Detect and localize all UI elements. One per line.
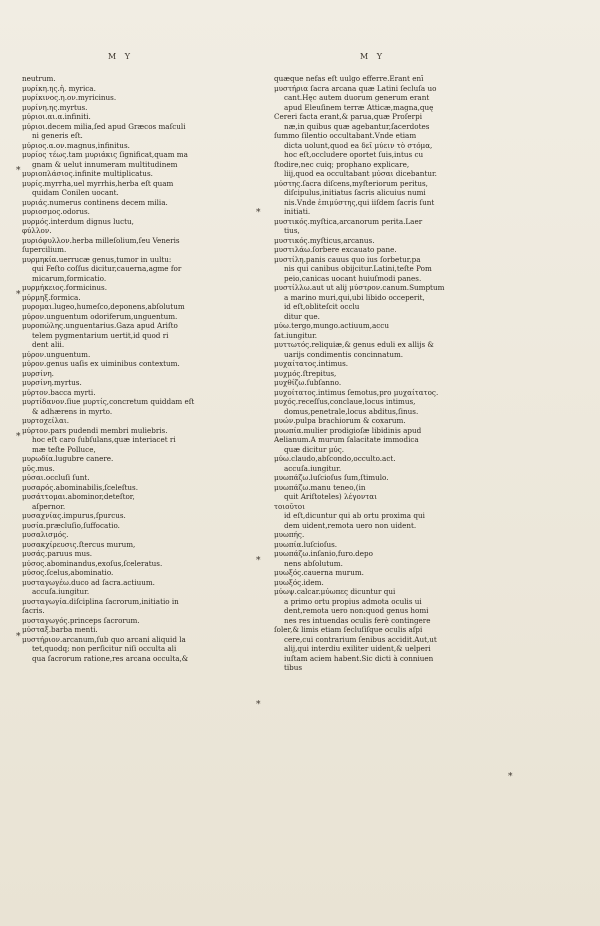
text-line: μυρίκινος.η.ον.myricinus. xyxy=(22,93,117,102)
text-line: dicta uolunt,quod ea δεῖ μύειν τὸ στόμα, xyxy=(284,140,433,150)
margin-asterisk: * xyxy=(16,432,21,442)
text-line: μυρτοχείλαι. xyxy=(22,416,69,425)
text-line: cant.Hęc autem duorum generum erant xyxy=(284,93,430,102)
text-line: μυριόφυλλον.herba milleſolium,ſeu Veneris xyxy=(22,235,180,245)
margin-asterisk: * xyxy=(256,700,261,710)
text-line: ſummo ſilentio occultabant.Vnde etiam xyxy=(274,131,417,140)
text-line: μυωξός.idem. xyxy=(274,577,324,587)
text-line: μύρον.unguentum. xyxy=(22,349,91,359)
text-line: μυωπία.mulier prodigioſæ libidinis apud xyxy=(274,425,422,435)
text-line: μυών.pulpa brachiorum & coxarum. xyxy=(274,416,406,425)
text-line: a primo ortu propius admota oculis ui xyxy=(284,596,422,606)
text-line: μύσταξ.barba menti. xyxy=(22,625,98,634)
margin-asterisk: * xyxy=(256,208,261,218)
text-line: ditur que. xyxy=(284,311,320,321)
text-line: μυωπία.luſcioſus. xyxy=(274,539,338,549)
text-line: ſoler,& limis etiam ſecluſiſque oculis aſpi xyxy=(274,625,423,634)
text-line: μυσαρός.abominabilis,ſceleſtus. xyxy=(22,482,139,492)
text-line: μύωψ.calcar.μύωπες dicuntur qui xyxy=(274,587,396,596)
text-line: μυριοπλάσιος.infinite multiplicatus. xyxy=(22,169,153,178)
text-line: μυρωδία.lugubre canere. xyxy=(22,454,114,463)
text-line: μυσαχνίας.impurus,ſpurcus. xyxy=(22,511,126,520)
margin-asterisk: * xyxy=(508,772,513,782)
text-line: a marino muri,qui,ubi libido occeperit, xyxy=(284,292,425,302)
text-line: nens abſolutum. xyxy=(284,558,343,568)
margin-asterisk: * xyxy=(16,166,21,176)
text-line: μυσταγωγός.princeps ſacrorum. xyxy=(22,615,140,625)
right-column xyxy=(274,74,499,673)
text-line: μυσία.præcluſio,ſuffocatio. xyxy=(22,520,120,530)
text-line: dent,remota uero non:quod genus homi xyxy=(284,606,429,615)
margin-asterisk: * xyxy=(16,632,21,642)
text-line: qui Feſto coſſus dicitur,cauerna,agme for xyxy=(32,264,182,273)
text-line: peio,canicas uocant huiuſmodi panes. xyxy=(284,273,422,283)
text-line: μυστήριον.arcanum,ſub quo arcani aliquid la xyxy=(22,634,186,644)
text-line: dem uident,remota uero non uident. xyxy=(284,520,417,530)
text-line: μυρτίδανον.ſiue μυρτίς,concretum quiddam eſt xyxy=(22,397,195,406)
text-line: μυχός.receſſus,conclaue,locus intimus, xyxy=(274,397,416,406)
text-line: Cereri facta erant,& parua,quæ Proſerpi xyxy=(274,112,422,121)
text-line: μυσταγωγία.diſciplina ſacrorum,initiatio in xyxy=(22,596,179,606)
text-line: μύριος.α.ον.magnus,infinitus. xyxy=(22,140,130,150)
text-line: μυριοσμος.odorus. xyxy=(22,207,90,216)
text-line: μύρτον.pars pudendi membri muliebris. xyxy=(22,425,168,435)
text-line: μυωπάζω.luſcioſus ſum,ſtimulo. xyxy=(274,473,389,482)
text-line: dent alii. xyxy=(32,340,65,349)
text-line: & adhærens in myrto. xyxy=(32,406,113,416)
text-line: μυστικός.myſtica,arcanorum perita.Laer xyxy=(274,216,423,226)
text-line: tet,quodq; non perſicitur niſi occulta ali xyxy=(32,644,177,653)
text-line: μυρίς.myrrha,uel myrrhis,herba eſt quam xyxy=(22,178,174,188)
text-line: μύστης.ſacra diſcens,myſteriorum peritus, xyxy=(274,178,428,188)
text-line: μύρτον.bacca myrti. xyxy=(22,387,96,397)
text-line: μύω.claudo,abſcondo,occulto.act. xyxy=(274,454,396,463)
text-line: μύω.tergo,mungo.actiuum,accu xyxy=(274,321,389,330)
text-line: τοιοῦτοι xyxy=(274,501,305,511)
text-line: accuſa.iungitur. xyxy=(32,587,90,596)
text-line: μυροπώλης.unguentarius.Gaza apud Ariſto xyxy=(22,321,178,330)
text-line: neutrum. xyxy=(22,74,56,83)
text-line: domus,penetrale,locus abditus,ſinus. xyxy=(284,406,419,416)
text-line: μυρμηκία.uerrucæ genus,tumor in uultu: xyxy=(22,254,172,264)
text-line: initiati. xyxy=(284,207,311,216)
text-line: μυσάττομαι.abominor,deteſtor, xyxy=(22,492,135,501)
margin-asterisk: * xyxy=(256,556,261,566)
text-line: μυσάς.paruus mus. xyxy=(22,549,93,558)
text-line: nis qui canibus obijcitur.Latini,teſte Pom xyxy=(284,264,432,273)
text-line: cere,cui contrarium ſenibus accidit.Aut,ut xyxy=(284,634,437,644)
text-line: quidam Conilen uocant. xyxy=(32,188,119,197)
text-line: μυρομαι.lugeo,humeſco,deponens,abſolutum xyxy=(22,302,185,311)
text-line: φύλλον. xyxy=(22,226,52,235)
text-line: qua ſacrorum ratione,res arcana occulta,& xyxy=(32,653,189,663)
text-line: μυστίλλω.aut ut alij μύστρον.canum.Sumptum xyxy=(274,283,445,292)
text-line: μυχθίζω.ſubſanno. xyxy=(274,378,342,387)
text-line: μυστίλη.panis cauus quo ius ſorbetur,pa xyxy=(274,254,421,264)
text-line: aſpernor. xyxy=(32,501,66,511)
text-line: μυστιλάω.ſorbere excauato pane. xyxy=(274,245,397,254)
text-line: μύσος.abominandus,exoſus,ſceleratus. xyxy=(22,558,163,568)
text-line: μυρίκη.ης.ἡ. myrica. xyxy=(22,83,96,93)
text-line: μυσακχίρευσις.ſtercus murum, xyxy=(22,539,136,549)
text-line: ni generis eſt. xyxy=(32,131,83,140)
text-line: μύρμηξ.formica. xyxy=(22,292,81,302)
text-line: gnam & uelut innumeram multitudinem xyxy=(32,159,178,169)
text-line: μυριάς.numerus continens decem milia. xyxy=(22,197,168,207)
text-line: ſupercilium. xyxy=(22,245,67,254)
text-line: ſacris. xyxy=(22,606,45,615)
text-line: quæque nefas eſt uulgo efferre.Erant enī xyxy=(274,74,424,83)
page-header-left: M Y xyxy=(108,52,134,61)
margin-asterisk: * xyxy=(16,290,21,300)
text-line: næ,in quibus quæ agebantur,ſacerdotes xyxy=(284,121,430,131)
text-line: hoc eſt caro ſubſulans,quæ interiacet ri xyxy=(32,435,176,444)
text-line: μύρον.genus uaſis ex uiminibus contextum. xyxy=(22,359,180,368)
text-line: μυρίνη.ης.myrtus. xyxy=(22,102,88,112)
text-line: iuſtam aciem habent.Sic dicti à conniuen xyxy=(284,653,434,663)
text-line: μυρίος τέως.tam μυριάκις ſignificat,quam ma xyxy=(22,150,188,159)
text-line: μυχοίτατος.intimus ſemotus,pro μυχαίτατος. xyxy=(274,387,439,397)
text-line: μύσαι.occluſi ſunt. xyxy=(22,473,90,482)
text-line: μυσαλισμός. xyxy=(22,530,69,539)
text-line: μυρσίνη.myrtus. xyxy=(22,378,82,387)
text-line: μυστήρια ſacra arcana quæ Latini ſecluſa uo xyxy=(274,83,437,93)
text-line: id eſt,obliteſcit occlu xyxy=(284,302,360,311)
text-line: μυωπάζω.manu teneo,(in xyxy=(274,482,366,492)
text-line: nes res intuendas oculis ferè contingere xyxy=(284,615,431,625)
text-line: μύριοι.decem milia,ſed apud Græcos maſculi xyxy=(22,121,186,131)
text-line: diſcipulus,initiatus ſacris alicuius numi xyxy=(284,188,426,197)
text-line: μυττωτός.reliquiæ,& genus eduli ex allijs & xyxy=(274,340,434,349)
text-line: quæ dicitur μύς. xyxy=(284,444,345,454)
text-line: hoc eſt,occludere oportet ſuis,intus cu xyxy=(284,150,424,159)
text-line: μυχμός.ſtrepitus, xyxy=(274,368,337,378)
text-line: μυωπής. xyxy=(274,530,305,539)
text-line: telem pygmentarium uertit,id quod ri xyxy=(32,330,169,340)
text-line: ſtodire,nec cuiq; prophano explicare, xyxy=(274,159,410,169)
text-line: tibus xyxy=(284,663,303,672)
text-line: alij,qui interdiu exiliter uident,& uelperi xyxy=(284,644,431,653)
text-line: nis.Vnde ἐπιμύστης,qui iiſdem ſacris ſunt xyxy=(284,197,435,207)
text-line: μῦς.mus. xyxy=(22,463,55,473)
text-line: accuſa.iungitur. xyxy=(284,463,342,473)
text-line: μυστικός.myſticus,arcanus. xyxy=(274,235,375,245)
text-line: id eſt,dicuntur qui ab ortu proxima qui xyxy=(284,511,425,520)
text-line: μυωξός.cauerna murum. xyxy=(274,568,364,577)
text-line: μυρμήκειος.formicinus. xyxy=(22,283,108,292)
text-line: Aelianum.A murum ſalacitate immodica xyxy=(274,435,419,444)
text-line: micarum,formicatio. xyxy=(32,273,107,283)
text-line: μύρον.unguentum odoriferum,unguentum. xyxy=(22,311,178,321)
text-line: μυσταγωγέω.duco ad ſacra.actiuum. xyxy=(22,577,155,587)
text-line: tius, xyxy=(284,226,300,235)
left-column xyxy=(22,74,247,663)
text-line: liij,quod ea occultabant μύσαι dicebantur. xyxy=(284,169,437,178)
text-line: μυχαίτατος.intimus. xyxy=(274,359,349,368)
text-line: ſat.iungitur. xyxy=(274,330,318,340)
text-line: uarijs condimentis concinnatum. xyxy=(284,349,404,359)
text-line: μυρσίνη. xyxy=(22,368,54,378)
text-line: μυρμός.interdum dignus luctu, xyxy=(22,216,134,226)
page-header-right: M Y xyxy=(360,52,386,61)
text-line: μυωπάζω.inſanio,furo.depo xyxy=(274,549,373,558)
text-line: μύριοι.αι.α.infiniti. xyxy=(22,112,91,121)
text-line: quit Ariſtoteles) λέγονται xyxy=(284,492,377,501)
text-line: apud Eleuſinem terræ Atticæ,magna,quę xyxy=(284,102,434,112)
text-line: mæ teſte Polluce, xyxy=(32,444,96,454)
text-line: μύσος.ſcelus,abominatio. xyxy=(22,568,114,577)
